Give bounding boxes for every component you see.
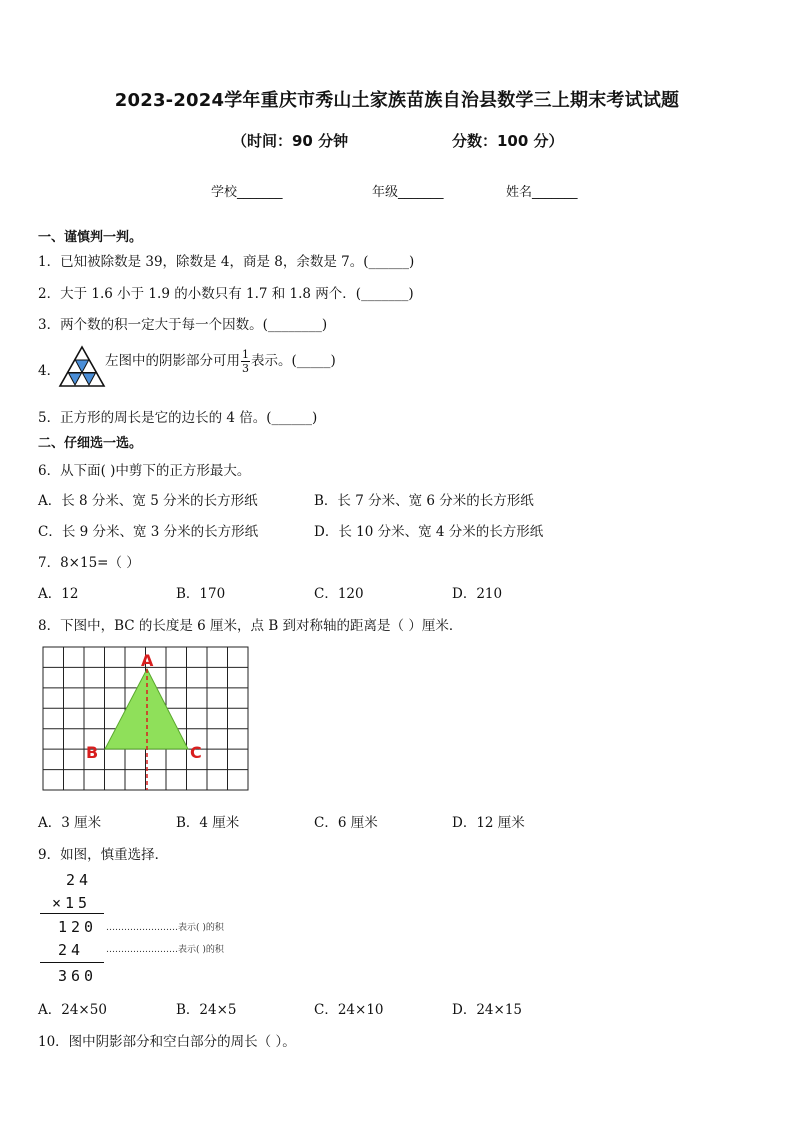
calc-line-1 <box>40 913 104 914</box>
q8-option-c: C．6 厘米 <box>314 815 378 831</box>
question-8: 8．下图中，BC 的长度是 6 厘米，点 B 到对称轴的距离是（ ）厘米． <box>38 618 463 634</box>
question-4-number: 4． <box>38 363 61 379</box>
question-5: 5．正方形的周长是它的边长的 4 倍。(______) <box>38 410 318 426</box>
question-2: 2．大于 1.6 小于 1.9 的小数只有 1.7 和 1.8 两个．(_______) <box>38 286 414 302</box>
shaded-triangle-figure <box>58 345 106 388</box>
question-4 <box>105 349 336 374</box>
calc-row-result: 360 <box>58 967 98 985</box>
label-a: A <box>141 651 154 670</box>
question-1: 1．已知被除数是 39，除数是 4，商是 8，余数是 7。(______) <box>38 254 415 270</box>
name-field: 姓名_______ <box>506 185 578 200</box>
calc-line-2 <box>40 962 104 963</box>
q8-option-b: B．4 厘米 <box>176 815 240 831</box>
question-7: 7．8×15=（ ） <box>38 555 140 571</box>
question-9: 9．如图，慎重选择． <box>38 847 169 863</box>
q7-option-d: D．210 <box>452 586 503 602</box>
label-c: C <box>190 743 202 762</box>
exam-score: 分数：100 分） <box>452 132 564 150</box>
question-6: 6．从下面( )中剪下的正方形最大。 <box>38 463 251 479</box>
fraction-denominator: 3 <box>242 362 249 375</box>
q9-option-b: B．24×5 <box>176 1002 237 1018</box>
q8-option-a: A．3 厘米 <box>38 815 102 831</box>
page-title: 2023-2024学年重庆市秀山土家族苗族自治县数学三上期末考试试题 <box>114 90 680 111</box>
question-10: 10．图中阴影部分和空白部分的周长（ ）。 <box>38 1034 296 1050</box>
q9-option-d: D．24×15 <box>452 1002 522 1018</box>
fraction-one-third <box>241 349 250 374</box>
calc-row-multiplier: ×15 <box>52 894 92 912</box>
grade-field: 年级_______ <box>372 185 444 200</box>
q7-option-b: B．170 <box>176 586 226 602</box>
q6-option-a: A．长 8 分米、宽 5 分米的长方形纸 <box>38 493 258 509</box>
q7-option-a: A．12 <box>38 586 79 602</box>
label-b: B <box>86 743 99 762</box>
grid-triangle-figure <box>42 646 250 792</box>
q7-option-c: C．120 <box>314 586 364 602</box>
school-field: 学校_______ <box>211 185 283 200</box>
section-heading-2: 二、仔细选一选。 <box>38 436 143 451</box>
q6-option-b: B．长 7 分米、宽 6 分米的长方形纸 <box>314 493 534 509</box>
q8-option-d: D．12 厘米 <box>452 815 525 831</box>
question-3: 3．两个数的积一定大于每一个因数。(________) <box>38 317 328 333</box>
q6-option-d: D．长 10 分米、宽 4 分米的长方形纸 <box>314 524 544 540</box>
q6-option-c: C．长 9 分米、宽 3 分米的长方形纸 <box>38 524 259 540</box>
q9-option-a: A．24×50 <box>38 1002 107 1018</box>
fraction-numerator: 1 <box>242 348 249 361</box>
calc-row-partial-1: 120 <box>58 918 98 936</box>
section-heading-1: 一、谨慎判一判。 <box>38 230 143 245</box>
calc-row-partial-2: 24 <box>58 941 85 959</box>
q9-option-c: C．24×10 <box>314 1002 384 1018</box>
calc-note-2: ……………………表示( )的积 <box>106 945 224 955</box>
calc-note-1: ……………………表示( )的积 <box>106 923 224 933</box>
question-4-text-before: 左图中的阴影部分可用 <box>105 353 240 369</box>
exam-time: （时间：90 分钟 <box>232 132 349 150</box>
question-4-text-after: 表示。(_____) <box>251 353 336 369</box>
calc-row-multiplicand: 24 <box>66 871 93 889</box>
